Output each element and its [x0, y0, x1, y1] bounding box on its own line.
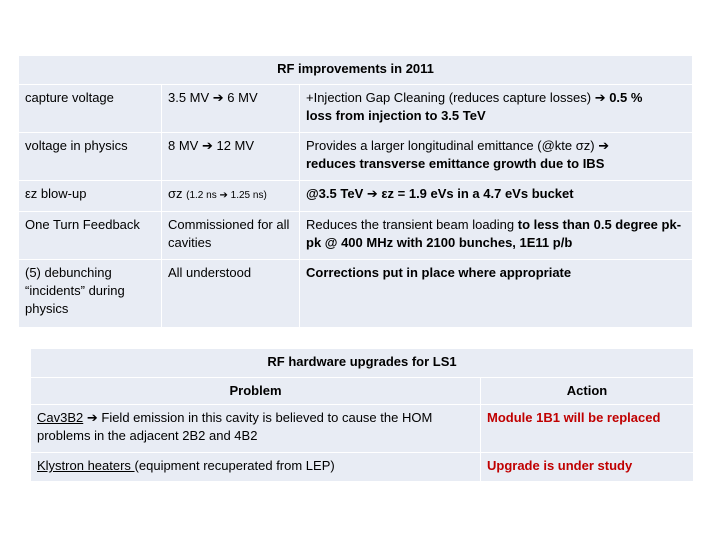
problem-link[interactable]: Klystron heaters	[37, 458, 135, 473]
rf-upgrades-title: RF hardware upgrades for LS1	[31, 349, 694, 378]
column-header-action: Action	[481, 378, 694, 405]
problem-text: Field emission in this cavity is believed to cause the HOM problems in the adjacent 2B2 and 4B2	[37, 410, 433, 443]
table-row	[19, 260, 693, 328]
problem-link[interactable]: Cav3B2	[37, 410, 84, 425]
table-row	[31, 453, 694, 482]
row-label: εz blow-up	[19, 181, 162, 212]
rf-improvements-table	[18, 55, 693, 328]
note-highlight: 0.5 %	[605, 90, 643, 105]
note-text: Provides a larger longitudinal emittance (@kte σz)	[306, 138, 599, 153]
row-value: All understood	[162, 260, 300, 328]
row-note: @3.5 TeV ➔ εz = 1.9 eVs in a 4.7 eVs bucket	[300, 181, 693, 212]
problem-text: (equipment recuperated from LEP)	[134, 458, 335, 473]
table-row	[19, 181, 693, 212]
arrow-right-icon: ➔	[594, 90, 606, 105]
action-cell: Module 1B1 will be replaced	[481, 405, 694, 453]
problem-cell	[31, 405, 481, 453]
note-highlight: reduces transverse emittance growth due to IBS	[306, 156, 605, 171]
row-note	[300, 85, 693, 133]
arrow-right-icon: ➔	[598, 138, 610, 153]
row-value: 8 MV ➔ 12 MV	[162, 133, 300, 181]
row-note	[300, 133, 693, 181]
note-highlight: to less than 0.5 degree pk-pk @ 400 MHz with 2100 bunches, 1E11 p/b	[306, 217, 682, 250]
row-note: Corrections put in place where appropriate	[300, 260, 693, 328]
row-label: One Turn Feedback	[19, 212, 162, 260]
row-value: 3.5 MV ➔ 6 MV	[162, 85, 300, 133]
note-highlight-2: loss from injection to 3.5 TeV	[306, 108, 486, 123]
value-range: (1.2 ns ➔ 1.25 ns)	[186, 190, 267, 201]
table-row	[19, 85, 693, 133]
row-label: voltage in physics	[19, 133, 162, 181]
row-note	[300, 212, 693, 260]
rf-improvements-title: RF improvements in 2011	[19, 56, 693, 85]
note-text: Reduces the transient beam loading	[306, 217, 518, 232]
column-header-problem: Problem	[31, 378, 481, 405]
rf-hardware-upgrades-table	[30, 348, 694, 482]
action-cell: Upgrade is under study	[481, 453, 694, 482]
table-row	[31, 405, 694, 453]
row-label: (5) debunching “incidents” during physics	[19, 260, 162, 328]
value-sigma: σz	[168, 186, 187, 201]
problem-cell	[31, 453, 481, 482]
row-value	[162, 181, 300, 212]
arrow-right-icon: ➔	[83, 410, 102, 425]
note-text: +Injection Gap Cleaning (reduces capture losses)	[306, 90, 595, 105]
row-value: Commissioned for all cavities	[162, 212, 300, 260]
table-row	[19, 133, 693, 181]
table-row	[19, 212, 693, 260]
row-label: capture voltage	[19, 85, 162, 133]
